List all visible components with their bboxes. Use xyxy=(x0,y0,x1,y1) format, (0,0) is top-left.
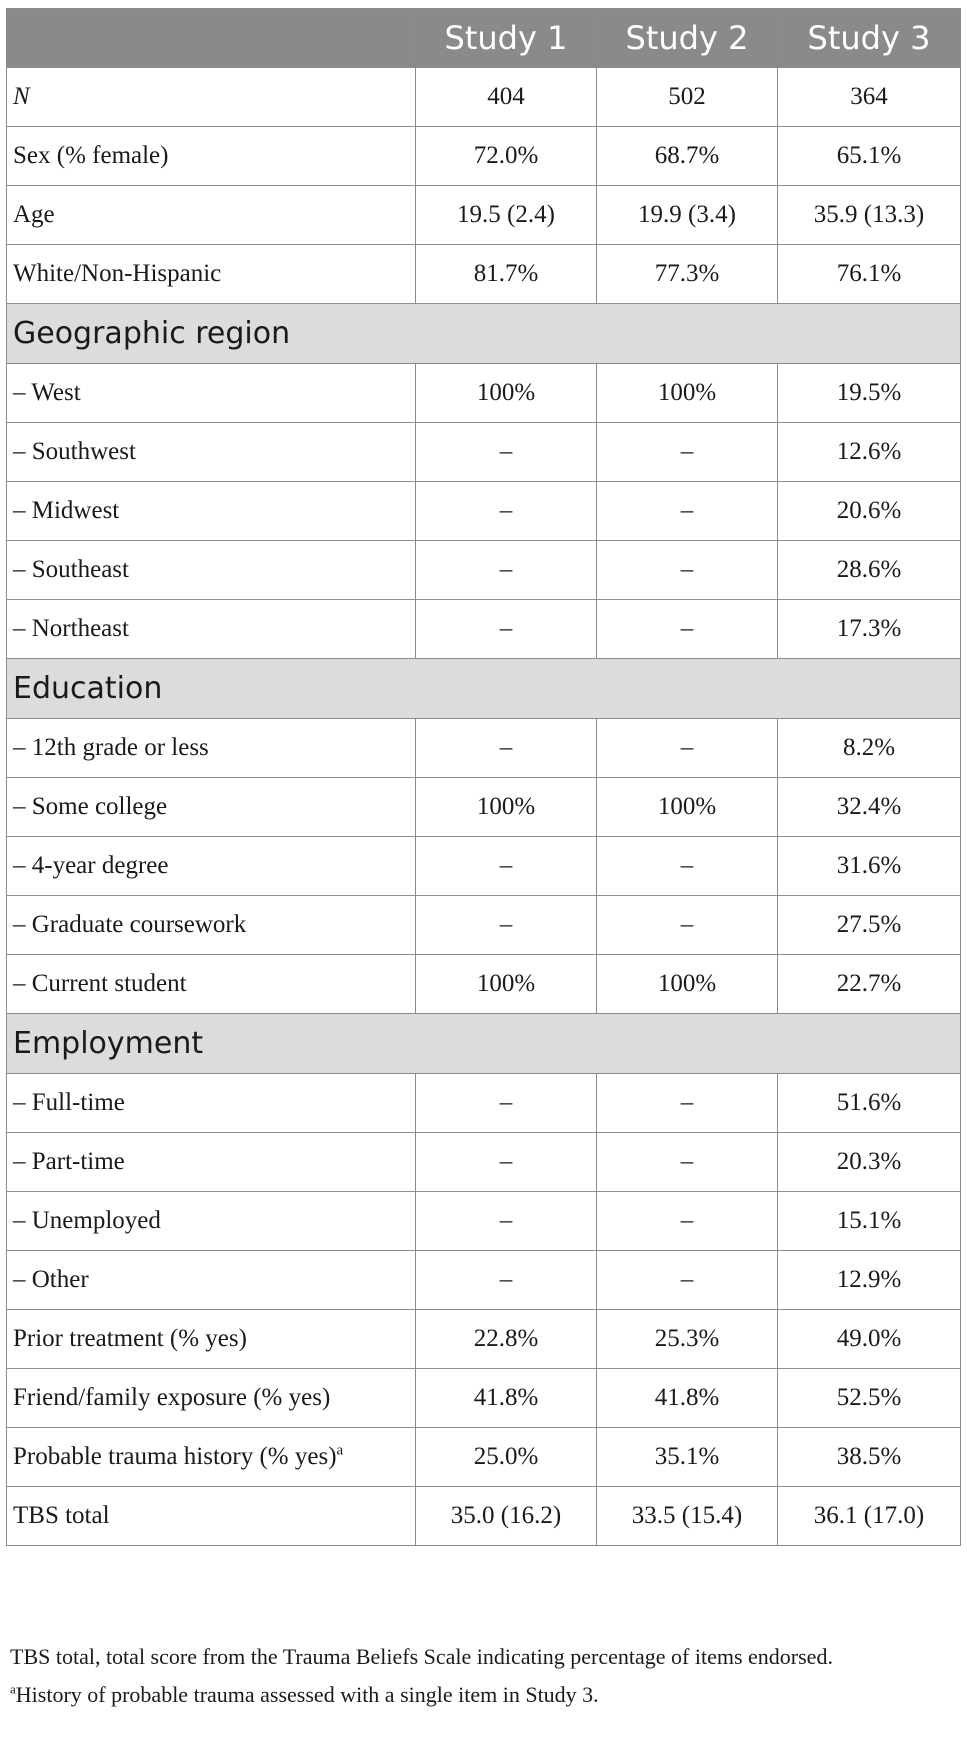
footnote-marker: a xyxy=(336,1442,344,1459)
cell-study-3: 51.6% xyxy=(778,1074,961,1133)
footnote-text: History of probable trauma assessed with a single item in Study 3. xyxy=(15,1682,599,1707)
row-label xyxy=(7,1133,416,1192)
row-label xyxy=(7,186,416,245)
header-blank-cell xyxy=(7,9,416,68)
cell-study-2: – xyxy=(597,719,778,778)
cell-study-3: 52.5% xyxy=(778,1369,961,1428)
row-label xyxy=(7,245,416,304)
row-label-text: – Other xyxy=(13,1266,89,1293)
row-label xyxy=(7,1192,416,1251)
row-label xyxy=(7,778,416,837)
cell-study-1: 72.0% xyxy=(416,127,597,186)
cell-study-3: 20.6% xyxy=(778,482,961,541)
cell-study-3: 12.9% xyxy=(778,1251,961,1310)
section-title: Education xyxy=(7,659,961,719)
row-label xyxy=(7,837,416,896)
table-row xyxy=(7,423,961,482)
cell-study-2: 68.7% xyxy=(597,127,778,186)
cell-study-1: 35.0 (16.2) xyxy=(416,1487,597,1546)
table-row xyxy=(7,719,961,778)
cell-study-2: 33.5 (15.4) xyxy=(597,1487,778,1546)
row-label xyxy=(7,1487,416,1546)
cell-study-3: 27.5% xyxy=(778,896,961,955)
row-label-text: – 4-year degree xyxy=(13,852,169,879)
cell-study-3: 31.6% xyxy=(778,837,961,896)
row-label xyxy=(7,482,416,541)
table-row xyxy=(7,127,961,186)
cell-study-3: 49.0% xyxy=(778,1310,961,1369)
cell-study-2: 35.1% xyxy=(597,1428,778,1487)
section-title: Employment xyxy=(7,1014,961,1074)
row-label-text: White/Non-Hispanic xyxy=(13,260,222,287)
row-label xyxy=(7,1369,416,1428)
note-abbreviation: TBS total, total score from the Trauma Beliefs Scale indicating percentage of items endorsed. xyxy=(10,1644,833,1669)
cell-study-2: – xyxy=(597,541,778,600)
row-label-text: N xyxy=(13,83,30,110)
cell-study-3: 15.1% xyxy=(778,1192,961,1251)
cell-study-1: – xyxy=(416,1074,597,1133)
cell-study-2: – xyxy=(597,1251,778,1310)
table-row xyxy=(7,1133,961,1192)
row-label xyxy=(7,1074,416,1133)
note-footnote xyxy=(10,1676,960,1714)
row-label-text: Probable trauma history (% yes) xyxy=(13,1443,337,1470)
row-label xyxy=(7,423,416,482)
table-row xyxy=(7,364,961,423)
table-row xyxy=(7,1074,961,1133)
row-label-text: TBS total xyxy=(13,1502,110,1529)
cell-study-2: 77.3% xyxy=(597,245,778,304)
table-row xyxy=(7,245,961,304)
header-study-3: Study 3 xyxy=(778,9,961,68)
header-study-2: Study 2 xyxy=(597,9,778,68)
cell-study-2: 19.9 (3.4) xyxy=(597,186,778,245)
section-header-row xyxy=(7,304,961,364)
table-row xyxy=(7,68,961,127)
row-label xyxy=(7,600,416,659)
row-label-text: – West xyxy=(13,379,81,406)
cell-study-1: 100% xyxy=(416,364,597,423)
row-label xyxy=(7,68,416,127)
cell-study-3: 8.2% xyxy=(778,719,961,778)
row-label xyxy=(7,1310,416,1369)
table-notes xyxy=(10,1638,960,1714)
header-row xyxy=(7,9,961,68)
table-row xyxy=(7,186,961,245)
table-body xyxy=(7,68,961,1546)
table-row xyxy=(7,896,961,955)
row-label xyxy=(7,896,416,955)
cell-study-3: 35.9 (13.3) xyxy=(778,186,961,245)
row-label-text: Friend/family exposure (% yes) xyxy=(13,1384,331,1411)
cell-study-3: 20.3% xyxy=(778,1133,961,1192)
cell-study-2: – xyxy=(597,482,778,541)
cell-study-3: 17.3% xyxy=(778,600,961,659)
row-label xyxy=(7,955,416,1014)
cell-study-1: 22.8% xyxy=(416,1310,597,1369)
cell-study-2: – xyxy=(597,423,778,482)
row-label-text: Age xyxy=(13,201,55,228)
row-label-text: – Part-time xyxy=(13,1148,125,1175)
cell-study-3: 364 xyxy=(778,68,961,127)
row-label xyxy=(7,719,416,778)
cell-study-2: 100% xyxy=(597,778,778,837)
cell-study-2: 502 xyxy=(597,68,778,127)
cell-study-1: – xyxy=(416,541,597,600)
row-label xyxy=(7,364,416,423)
cell-study-2: 100% xyxy=(597,364,778,423)
cell-study-2: – xyxy=(597,1133,778,1192)
cell-study-3: 12.6% xyxy=(778,423,961,482)
row-label xyxy=(7,1251,416,1310)
cell-study-2: – xyxy=(597,837,778,896)
row-label-text: – 12th grade or less xyxy=(13,734,209,761)
cell-study-3: 28.6% xyxy=(778,541,961,600)
footnote-marker: a xyxy=(10,1681,16,1697)
cell-study-3: 65.1% xyxy=(778,127,961,186)
row-label xyxy=(7,541,416,600)
row-label-text: – Full-time xyxy=(13,1089,125,1116)
row-label xyxy=(7,1428,416,1487)
header-study-1: Study 1 xyxy=(416,9,597,68)
cell-study-3: 38.5% xyxy=(778,1428,961,1487)
row-label-text: Prior treatment (% yes) xyxy=(13,1325,247,1352)
cell-study-2: – xyxy=(597,600,778,659)
cell-study-1: – xyxy=(416,1133,597,1192)
table-row xyxy=(7,1251,961,1310)
table-row xyxy=(7,1428,961,1487)
cell-study-2: – xyxy=(597,896,778,955)
table-row xyxy=(7,541,961,600)
cell-study-1: 19.5 (2.4) xyxy=(416,186,597,245)
table-row xyxy=(7,1487,961,1546)
row-label-text: – Northeast xyxy=(13,615,129,642)
cell-study-1: – xyxy=(416,837,597,896)
cell-study-2: – xyxy=(597,1192,778,1251)
cell-study-1: – xyxy=(416,482,597,541)
cell-study-2: 100% xyxy=(597,955,778,1014)
cell-study-1: – xyxy=(416,1192,597,1251)
row-label-text: – Southwest xyxy=(13,438,136,465)
cell-study-1: 25.0% xyxy=(416,1428,597,1487)
cell-study-1: 41.8% xyxy=(416,1369,597,1428)
demographics-table xyxy=(6,8,961,1546)
table-row xyxy=(7,955,961,1014)
section-header-row xyxy=(7,1014,961,1074)
row-label-text: – Midwest xyxy=(13,497,120,524)
row-label xyxy=(7,127,416,186)
cell-study-2: – xyxy=(597,1074,778,1133)
cell-study-1: – xyxy=(416,600,597,659)
row-label-text: – Some college xyxy=(13,793,168,820)
cell-study-1: 404 xyxy=(416,68,597,127)
section-header-row xyxy=(7,659,961,719)
table-row xyxy=(7,600,961,659)
cell-study-1: 81.7% xyxy=(416,245,597,304)
table-row xyxy=(7,1369,961,1428)
cell-study-2: 25.3% xyxy=(597,1310,778,1369)
cell-study-3: 76.1% xyxy=(778,245,961,304)
cell-study-1: – xyxy=(416,719,597,778)
table-row xyxy=(7,1310,961,1369)
cell-study-3: 22.7% xyxy=(778,955,961,1014)
section-title: Geographic region xyxy=(7,304,961,364)
cell-study-1: – xyxy=(416,896,597,955)
table-row xyxy=(7,778,961,837)
cell-study-1: – xyxy=(416,423,597,482)
table-row xyxy=(7,482,961,541)
row-label-text: – Current student xyxy=(13,970,187,997)
cell-study-1: 100% xyxy=(416,955,597,1014)
table-row xyxy=(7,1192,961,1251)
cell-study-1: – xyxy=(416,1251,597,1310)
row-label-text: Sex (% female) xyxy=(13,142,169,169)
cell-study-2: 41.8% xyxy=(597,1369,778,1428)
cell-study-3: 36.1 (17.0) xyxy=(778,1487,961,1546)
row-label-text: – Southeast xyxy=(13,556,129,583)
row-label-text: – Unemployed xyxy=(13,1207,161,1234)
table-row xyxy=(7,837,961,896)
cell-study-1: 100% xyxy=(416,778,597,837)
row-label-text: – Graduate coursework xyxy=(13,911,247,938)
cell-study-3: 19.5% xyxy=(778,364,961,423)
cell-study-3: 32.4% xyxy=(778,778,961,837)
